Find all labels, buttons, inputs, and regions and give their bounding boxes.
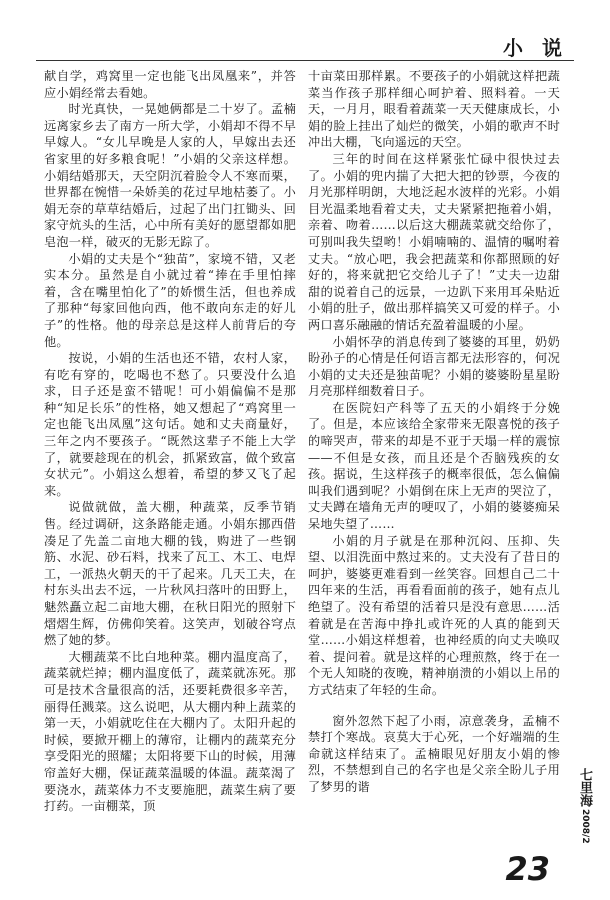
section-title: 小 说 — [503, 36, 568, 60]
paragraph: 大棚蔬菜不比白地种菜。棚内温度高了，蔬菜就烂掉；棚内温度低了，蔬菜就冻死。那可是技术含量很高的活，还要耗费很多辛苦，丽得任溅菜。这么说吧，从大棚内种上蔬菜的第一天，小娟就吃住在大棚内了。太阳升起的时候，要掀开棚上的薄帘，让棚内的蔬菜充分享受阳光的照耀；太阳将要下山的时候，用薄帘盖好大棚，保证蔬菜温暖的体温。蔬菜渴了要浇水，蔬菜体力不支要施肥，蔬菜生病了要打药。一亩棚菜，顶 — [44, 649, 296, 814]
paragraph: 三年的时间在这样紧张忙碌中很快过去了。小娟的兜内揣了大把大把的钞票，今夜的月光那样明朗，大地泛起水波样的光彩。小娟目光温柔地看着丈夫，丈夫紧紧把拖着小娟，亲着、吻着……以后这大棚蔬菜就交给你了，可别叫我失望哟！小娟喃喃的、温情的嘱咐着丈夫。“放心吧，我会把蔬菜和你都照顾的好好的，将来就把它交给儿子了！”丈夫一边甜甜的说着自己的远景，一边趴下来用耳朵贴近小娟的肚子，做出那样搞笑又可爱的样子。小两口喜乐融融的情话充盈着温暖的小屋。 — [308, 151, 560, 332]
magazine-issue: 2008/2 — [580, 809, 590, 844]
paragraph: 时光真快，一晃她俩都是二十岁了。孟楠远离家乡去了南方一所大学，小娟却不得不早早嫁人。“女儿早晚是人家的人，早嫁出去还省家里的好多粮食呢！”小娟的父亲这样想。小娟结婚那天，天空阴沉着脸令人不寒而栗，世界都在惋惜一朵娇美的花过早地枯萎了。小娟无奈的草草结婚后，过起了出门扛锄头、回家守炕头的生活，心中所有美好的愿望都如肥皂泡一样，破灭的无影无踪了。 — [44, 102, 296, 249]
page-number: 23 — [505, 850, 550, 888]
right-column — [308, 68, 560, 794]
paragraph: 十亩菜田那样累。不要孩子的小娟就这样把蔬菜当作孩子那样细心呵护着、照料着。一天天，一月月，眼看着蔬菜一天天健康成长，小娟的脸上挂出了灿烂的微笑，小娟的歌声不时冲出大棚，飞向遥远的天空。 — [308, 69, 560, 150]
paragraph: 在医院妇产科等了五天的小娟终于分娩了。但是，本应该给全家带来无限喜悦的孩子的啼哭声，带来的却是不亚于天塌一样的震惊——不但是女孩，而且还是个否脑残疾的女孩。据说，生这样孩子的概率很低，怎么偏偏叫我们遇到呢？小娟倒在床上无声的哭泣了，丈夫蹲在墙角无声的哽叹了，小娟的婆婆痴呆呆地失望了…… — [308, 400, 560, 532]
paragraph: 说做就做，盖大棚，种蔬菜，反季节销售。经过调研，这条路能走通。小娟东挪西借凑足了先盖二亩地大棚的钱，购进了一些钢筋、水泥、砂石料，找来了瓦工、木工、电焊工，一派热火朝天的干了起来。几天工夫，在村东头出去不远，一片秋风扫落叶的田野上，魅然矗立起二亩地大棚，在秋日阳光的照射下熠熠生辉，仿佛仰笑着。这笑声，划破谷穹点燃了她的梦。 — [44, 500, 296, 648]
magazine-name: 七里海 — [577, 768, 592, 808]
paragraph: 小娟的丈夫是个“独苗”，家境不错，又老实本分。虽然是自小就过着“捧在手里怕摔着，含在嘴里怕化了”的娇惯生活，但也养成了那种“每家回他向西，他不敢向东走的好儿子”的性格。他的母亲总是这样人前背后的夸他。 — [44, 251, 296, 349]
magazine-tag — [578, 768, 596, 844]
paragraph: 窗外忽然下起了小雨，凉意袭身，孟楠不禁打个寒战。哀莫大于心死，一个好端端的生命就这样结束了。孟楠眼见好朋友小娟的惨烈，不禁想到自己的名字也是父亲全盼儿子用了梦男的谐 — [308, 713, 560, 794]
paragraph: 献自学，鸡窝里一定也能飞出凤凰来”，并答应小娟经常去看她。 — [44, 69, 296, 100]
paragraph: 按说，小娟的生活也还不错，农村人家，有吃有穿的，吃喝也不愁了。只要没什么追求，日子还是蛮不错呢！可小娟偏偏不是那种“知足长乐”的性格，她又想起了“鸡窝里一定也能飞出凤凰”这句话。她和丈夫商量好，三年之内不要孩子。“既然这辈子不能上大学了，就要趁现在的机会，抓紧致富，做个致富女状元”。小娟这么想着，希望的梦又飞了起来。 — [44, 351, 296, 498]
left-column — [44, 68, 296, 858]
header-rule — [36, 60, 574, 61]
paragraph: 小娟的月子就是在那种沉闷、压抑、失望、以泪洗面中熬过来的。丈夫没有了昔日的呵护，婆婆更难看到一丝笑容。回想自己二十四年来的生活，再看看面前的孩子，她有点儿绝望了。没有希望的活着只是没有意思……活着就是在苦海中挣扎或许死的人真的能到天堂……小娟这样想着，也神经质的向丈夫唤叹着、提问着。就是这样的心理煎熬，终于在一个无人知晓的夜晚，精神崩溃的小娟以上吊的方式结束了年轻的生命。 — [308, 533, 560, 697]
paragraph: 小娟怀孕的消息传到了婆婆的耳里，奶奶盼孙子的心情是任何语言都无法形容的，何况小娟的丈夫还是独苗呢？小娟的婆婆盼星星盼月亮那样细数着日子。 — [308, 334, 560, 399]
